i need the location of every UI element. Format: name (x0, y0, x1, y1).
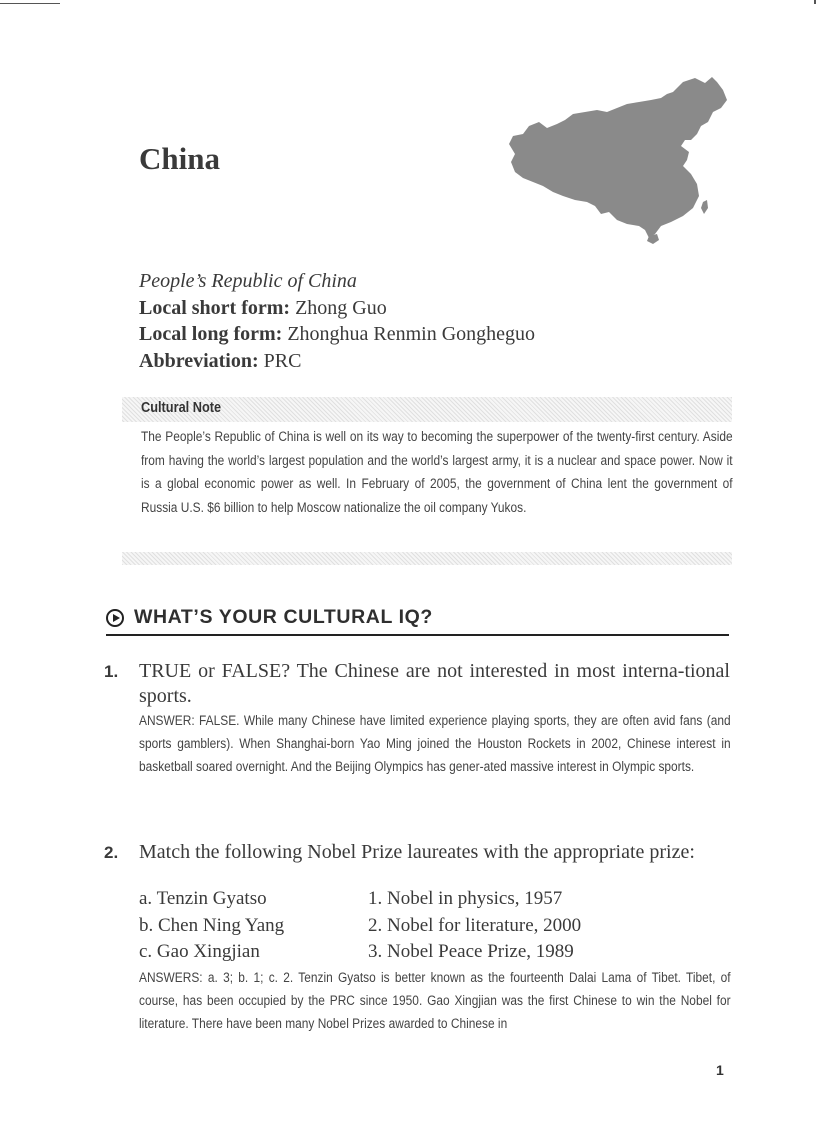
question-number: 2. (104, 843, 119, 862)
page-number: 1 (716, 1062, 724, 1078)
section-header (106, 608, 729, 636)
field-value: PRC (263, 349, 302, 372)
field-label: Local short form: (139, 296, 291, 319)
laureate-option: b. Chen Ning Yang (139, 914, 285, 936)
field-label: Abbreviation: (139, 349, 259, 372)
field-short-form (139, 295, 535, 322)
cultural-note-title: Cultural Note (141, 400, 222, 416)
field-long-form (139, 321, 535, 348)
country-names-block (139, 268, 535, 374)
play-circle-icon (106, 609, 124, 627)
prize-option: 3. Nobel Peace Prize, 1989 (368, 941, 574, 962)
taiwan-island-shape (701, 200, 708, 214)
cultural-note-box (122, 397, 732, 565)
official-name: People’s Republic of China (139, 270, 357, 292)
answer-text: ANSWER: FALSE. While many Chinese have limited experience playing sports, they are often avid fans (and sports gamblers). When Shanghai-born Yao Ming joined the Houston Rockets in 2002, Chinese interest in basketball soared overnight. And the Beijing Olympics has gener-ated massive interest in Olympic sports. (139, 713, 731, 774)
cultural-note-text: The People’s Republic of China is well on its way to becoming the superpower of the twenty-first century. Aside from having the world’s largest population and the world’s largest army, it is a nuclear and space power. Now it is a global economic power as well. In February of 2005, the government of China lent the government of Russia U.S. $6 billion to help Moscow nationalize the oil company Yukos. (141, 429, 733, 515)
laureate-option: c. Gao Xingjian (139, 941, 260, 962)
china-map-silhouette (505, 74, 733, 246)
field-label: Local long form: (139, 323, 283, 345)
field-value: Zhonghua Renmin Gongheguo (287, 323, 536, 345)
prize-option: 2. Nobel for literature, 2000 (368, 914, 582, 936)
field-abbreviation (139, 348, 535, 375)
question-text: Match the following Nobel Prize laureates with the appropriate prize: (139, 841, 695, 863)
laureate-option: a. Tenzin Gyatso (139, 888, 267, 909)
page-title: China (139, 141, 220, 176)
section-title: WHAT’S YOUR CULTURAL IQ? (134, 606, 433, 628)
field-value: Zhong Guo (295, 296, 387, 319)
china-map-shape (509, 77, 727, 238)
crop-mark-left (0, 3, 60, 4)
prize-option: 1. Nobel in physics, 1957 (368, 888, 563, 909)
answer-text: ANSWERS: a. 3; b. 1; c. 2. Tenzin Gyatso is better known as the fourteenth Dalai Lama of Tibet. Tibet, of course, has been occupied by the PRC since 1950. Gao Xingjian was the first Chinese to win the Nobel for literature. There have been many Nobel Prizes awarded to Chinese in (139, 970, 731, 1031)
question-text: TRUE or FALSE? The Chinese are not interested in most interna-tional sports. (139, 660, 730, 707)
question-number: 1. (104, 662, 119, 681)
